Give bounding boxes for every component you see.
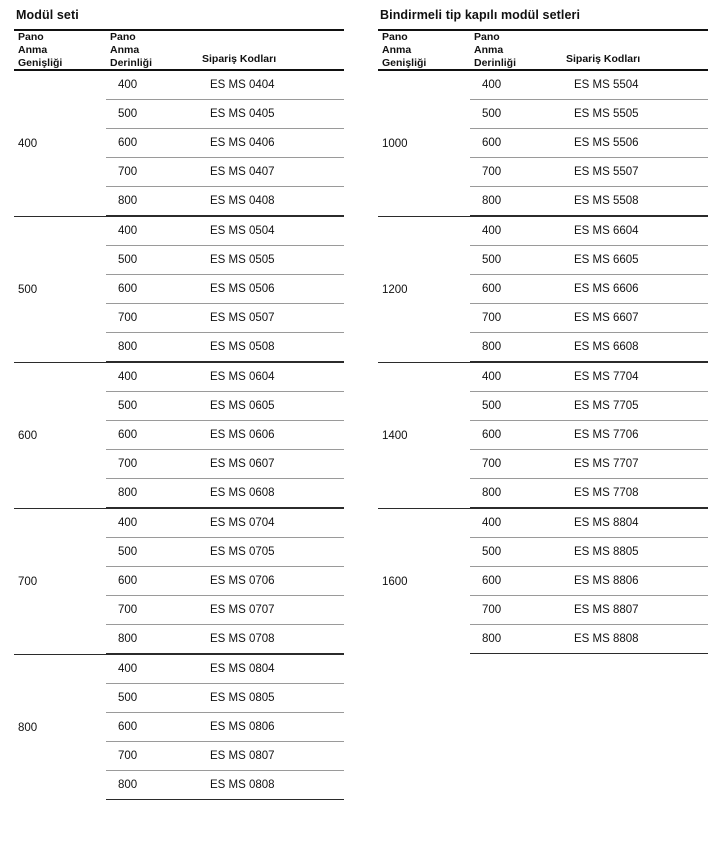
table-body xyxy=(378,70,708,654)
cell-order-code: ES MS 0808 xyxy=(196,771,344,800)
cell-depth: 500 xyxy=(470,392,560,421)
cell-depth: 700 xyxy=(470,158,560,187)
cell-depth: 400 xyxy=(106,70,196,100)
cell-depth: 700 xyxy=(106,304,196,333)
group-width: 400 xyxy=(18,137,38,150)
cell-order-code: ES MS 5504 xyxy=(560,70,708,100)
cell-order-code: ES MS 0608 xyxy=(196,479,344,508)
table-row xyxy=(378,70,708,100)
cell-depth: 800 xyxy=(106,187,196,216)
cell-depth: 400 xyxy=(470,217,560,246)
table-row xyxy=(14,655,344,684)
cell-order-code: ES MS 8807 xyxy=(560,596,708,625)
cell-depth: 400 xyxy=(470,509,560,538)
cell-order-code: ES MS 0706 xyxy=(196,567,344,596)
table-row xyxy=(378,217,708,246)
cell-order-code: ES MS 0604 xyxy=(196,363,344,392)
cell-depth: 800 xyxy=(470,187,560,216)
cell-order-code: ES MS 0607 xyxy=(196,450,344,479)
cell-depth: 700 xyxy=(106,158,196,187)
cell-depth: 600 xyxy=(106,713,196,742)
table-block-bindirmeli-tip-kapili-modul-setleri xyxy=(378,8,708,654)
cell-depth: 800 xyxy=(470,625,560,654)
cell-order-code: ES MS 0407 xyxy=(196,158,344,187)
table-block-modul-seti xyxy=(14,8,344,800)
table-row xyxy=(14,70,344,100)
group-width: 1000 xyxy=(382,137,408,150)
group-width: 800 xyxy=(18,721,38,734)
cell-depth: 400 xyxy=(106,363,196,392)
cell-order-code: ES MS 5505 xyxy=(560,100,708,129)
cell-depth: 600 xyxy=(470,275,560,304)
cell-order-code: ES MS 6606 xyxy=(560,275,708,304)
cell-order-code: ES MS 6605 xyxy=(560,246,708,275)
cell-order-code: ES MS 0504 xyxy=(196,217,344,246)
cell-depth: 500 xyxy=(106,684,196,713)
table-row xyxy=(14,363,344,392)
cell-depth: 500 xyxy=(470,246,560,275)
cell-order-code: ES MS 6607 xyxy=(560,304,708,333)
cell-order-code: ES MS 0606 xyxy=(196,421,344,450)
header-order-codes: Sipariş Kodları xyxy=(566,52,641,65)
cell-depth: 600 xyxy=(470,129,560,158)
cell-depth: 700 xyxy=(106,596,196,625)
cell-depth: 400 xyxy=(470,70,560,100)
cell-order-code: ES MS 0806 xyxy=(196,713,344,742)
cell-depth: 400 xyxy=(106,509,196,538)
cell-order-code: ES MS 0804 xyxy=(196,655,344,684)
cell-depth: 600 xyxy=(106,421,196,450)
cell-depth: 600 xyxy=(106,275,196,304)
cell-depth: 600 xyxy=(106,567,196,596)
cell-order-code: ES MS 8806 xyxy=(560,567,708,596)
table-body xyxy=(14,70,344,800)
header-panel-depth: Pano Anma Derinliği xyxy=(110,31,153,69)
cell-depth: 400 xyxy=(106,655,196,684)
cell-order-code: ES MS 7705 xyxy=(560,392,708,421)
cell-order-code: ES MS 0807 xyxy=(196,742,344,771)
cell-order-code: ES MS 0404 xyxy=(196,70,344,100)
cell-order-code: ES MS 0704 xyxy=(196,509,344,538)
group-width: 1400 xyxy=(382,429,408,442)
cell-order-code: ES MS 6608 xyxy=(560,333,708,362)
table-header xyxy=(378,31,708,70)
cell-order-code: ES MS 0707 xyxy=(196,596,344,625)
cell-depth: 700 xyxy=(470,304,560,333)
cell-depth: 500 xyxy=(470,538,560,567)
cell-depth: 700 xyxy=(470,596,560,625)
cell-order-code: ES MS 8808 xyxy=(560,625,708,654)
cell-order-code: ES MS 6604 xyxy=(560,217,708,246)
group-width: 1600 xyxy=(382,575,408,588)
cell-depth: 800 xyxy=(106,333,196,362)
table-row xyxy=(378,509,708,538)
header-order-codes: Sipariş Kodları xyxy=(202,52,277,65)
cell-depth: 800 xyxy=(470,479,560,508)
cell-order-code: ES MS 0708 xyxy=(196,625,344,654)
group-width: 500 xyxy=(18,283,38,296)
cell-order-code: ES MS 7704 xyxy=(560,363,708,392)
cell-order-code: ES MS 5508 xyxy=(560,187,708,216)
cell-order-code: ES MS 0406 xyxy=(196,129,344,158)
cell-order-code: ES MS 8805 xyxy=(560,538,708,567)
cell-order-code: ES MS 0408 xyxy=(196,187,344,216)
cell-order-code: ES MS 0405 xyxy=(196,100,344,129)
cell-depth: 400 xyxy=(106,217,196,246)
cell-depth: 800 xyxy=(106,625,196,654)
cell-depth: 600 xyxy=(106,129,196,158)
order-code-table xyxy=(378,31,708,654)
cell-order-code: ES MS 0505 xyxy=(196,246,344,275)
cell-depth: 800 xyxy=(106,479,196,508)
cell-order-code: ES MS 7708 xyxy=(560,479,708,508)
cell-order-code: ES MS 7707 xyxy=(560,450,708,479)
group-width: 700 xyxy=(18,575,38,588)
cell-depth: 700 xyxy=(470,450,560,479)
cell-order-code: ES MS 0805 xyxy=(196,684,344,713)
group-width: 600 xyxy=(18,429,38,442)
cell-depth: 500 xyxy=(106,100,196,129)
header-panel-depth: Pano Anma Derinliği xyxy=(474,31,517,69)
cell-depth: 500 xyxy=(106,246,196,275)
cell-order-code: ES MS 0705 xyxy=(196,538,344,567)
cell-order-code: ES MS 0605 xyxy=(196,392,344,421)
table-header xyxy=(14,31,344,70)
cell-depth: 500 xyxy=(106,538,196,567)
cell-depth: 600 xyxy=(470,567,560,596)
cell-depth: 700 xyxy=(106,450,196,479)
table-title: Bindirmeli tip kapılı modül setleri xyxy=(380,8,581,22)
header-panel-width: Pano Anma Genişliği xyxy=(382,31,427,69)
header-panel-width: Pano Anma Genişliği xyxy=(18,31,63,69)
cell-depth: 500 xyxy=(106,392,196,421)
cell-depth: 400 xyxy=(470,363,560,392)
cell-depth: 600 xyxy=(470,421,560,450)
cell-depth: 800 xyxy=(470,333,560,362)
cell-order-code: ES MS 7706 xyxy=(560,421,708,450)
cell-order-code: ES MS 5507 xyxy=(560,158,708,187)
table-row xyxy=(14,217,344,246)
table-title: Modül seti xyxy=(16,8,79,22)
cell-depth: 500 xyxy=(470,100,560,129)
tables-container xyxy=(14,8,702,800)
cell-depth: 700 xyxy=(106,742,196,771)
table-row xyxy=(378,363,708,392)
cell-order-code: ES MS 5506 xyxy=(560,129,708,158)
table-row xyxy=(14,509,344,538)
cell-order-code: ES MS 0506 xyxy=(196,275,344,304)
cell-order-code: ES MS 8804 xyxy=(560,509,708,538)
cell-depth: 800 xyxy=(106,771,196,800)
cell-order-code: ES MS 0507 xyxy=(196,304,344,333)
order-code-table xyxy=(14,31,344,800)
group-width: 1200 xyxy=(382,283,408,296)
cell-order-code: ES MS 0508 xyxy=(196,333,344,362)
